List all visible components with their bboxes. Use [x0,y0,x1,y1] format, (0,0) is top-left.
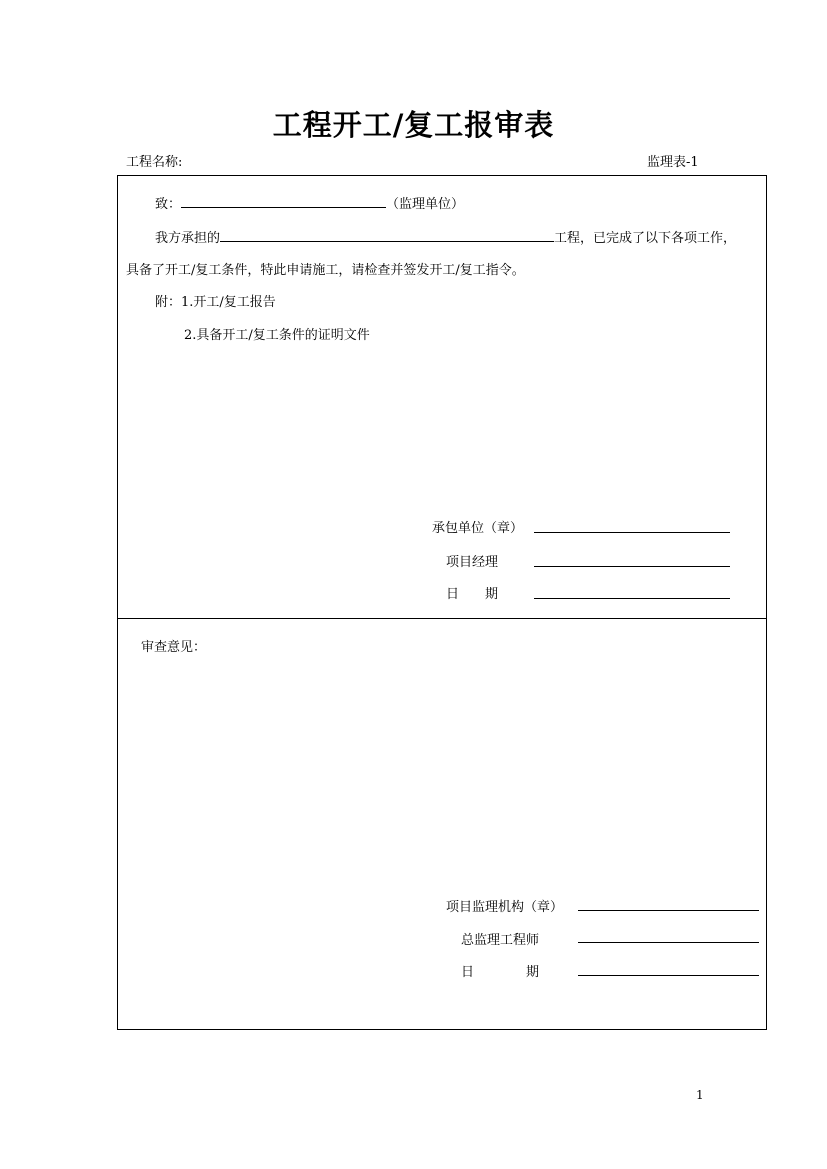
manager-signature-field[interactable] [534,566,730,567]
undertake-suffix: 工程，已完成了以下各项工作， [554,231,737,246]
contractor-signature-field[interactable] [534,532,730,533]
contractor-label: 承包单位（章） [432,521,524,536]
section-divider [117,618,767,619]
application-date-field[interactable] [534,598,730,599]
attachment-2: 2.具备开工/复工条件的证明文件 [184,328,370,343]
page-title: 工程开工/复工报审表 [272,108,555,142]
supervisor-unit-field[interactable] [181,193,386,208]
review-opinion-label: 审查意见： [141,640,207,655]
project-name-label: 工程名称: [126,155,183,170]
chief-engineer-label: 总监理工程师 [461,933,540,948]
conditions-text: 具备了开工/复工条件，特此申请施工，请检查并签发开工/复工指令。 [126,263,525,278]
manager-label: 项目经理 [446,555,499,570]
form-code: 监理表-1 [647,155,699,170]
project-field[interactable] [220,227,554,242]
chief-engineer-signature-field[interactable] [578,942,759,943]
attachments-label: 附：1.开工/复工报告 [155,295,276,310]
to-suffix: （监理单位） [386,197,465,212]
supervision-org-signature-field[interactable] [578,910,759,911]
supervision-org-label: 项目监理机构（章） [446,900,564,915]
to-label: 致： [155,197,182,212]
application-date-label: 日 期 [446,587,499,602]
to-line [155,193,464,212]
undertake-line [155,227,736,246]
review-date-field[interactable] [578,975,759,976]
review-date-label: 日 期 [461,965,540,980]
undertake-prefix: 我方承担的 [155,231,221,246]
page-number: 1 [696,1088,704,1102]
